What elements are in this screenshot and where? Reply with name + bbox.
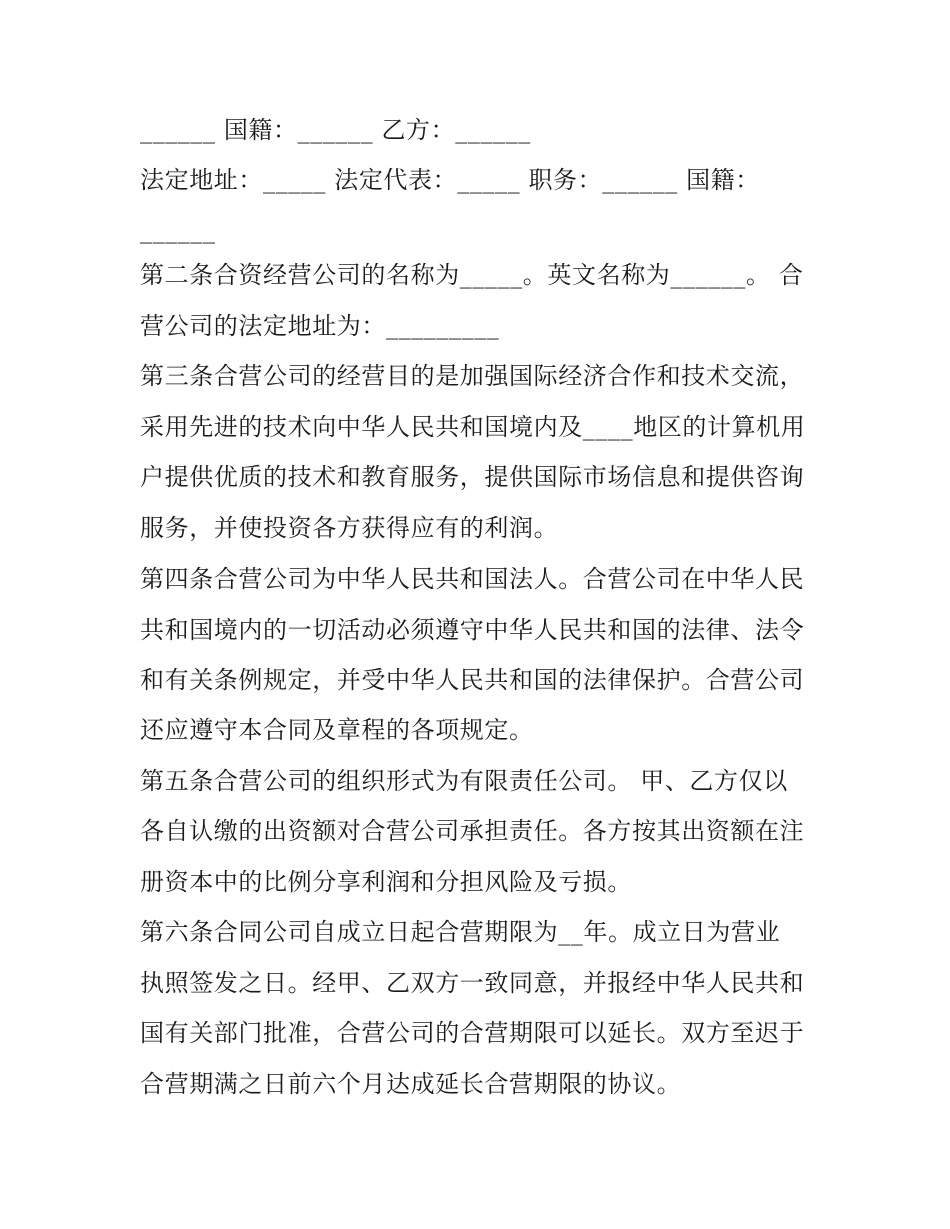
article-5-line-1: 第五条合营公司的组织形式为有限责任公司。 甲、乙方仅以	[140, 767, 788, 795]
article-3-line-3: 户提供优质的技术和教育服务，提供国际市场信息和提供咨询	[140, 463, 805, 491]
article-4-line-1: 第四条合营公司为中华人民共和国法人。合营公司在中华人民	[140, 565, 805, 593]
article-5-line-3: 册资本中的比例分享利润和分担风险及亏损。	[140, 868, 632, 896]
article-3-line-1: 第三条合营公司的经营目的是加强国际经济合作和技术交流，	[140, 362, 805, 390]
party-b-address-line: 法定地址：_____ 法定代表：_____ 职务：______ 国籍：	[140, 166, 760, 194]
article-3-line-2: 采用先进的技术向中华人民共和国境内及____地区的计算机用	[140, 413, 806, 441]
article-4-line-3: 和有关条例规定，并受中华人民共和国的法律保护。合营公司	[140, 666, 805, 694]
article-6-line-2: 执照签发之日。经甲、乙双方一致同意，并报经中华人民共和	[140, 969, 805, 997]
article-4-line-2: 共和国境内的一切活动必须遵守中华人民共和国的法律、法令	[140, 616, 805, 644]
party-b-nationality-blank: ______	[140, 216, 216, 244]
party-b-header-line: ______ 国籍：______ 乙方：______	[140, 116, 531, 144]
article-3-line-4: 服务，并使投资各方获得应有的利润。	[140, 514, 559, 542]
article-5-line-2: 各自认缴的出资额对合营公司承担责任。各方按其出资额在注	[140, 817, 805, 845]
article-6-line-4: 合营期满之日前六个月达成延长合营期限的协议。	[140, 1070, 682, 1098]
article-6-line-3: 国有关部门批准，合营公司的合营期限可以延长。双方至迟于	[140, 1019, 805, 1047]
article-6-line-1: 第六条合同公司自成立日起合营期限为__年。成立日为营业	[140, 918, 781, 946]
article-2-line-2: 营公司的法定地址为：_________	[140, 312, 500, 340]
article-4-line-4: 还应遵守本合同及章程的各项规定。	[140, 716, 534, 744]
article-2-line-1: 第二条合资经营公司的名称为_____。英文名称为______。 合	[140, 261, 804, 289]
